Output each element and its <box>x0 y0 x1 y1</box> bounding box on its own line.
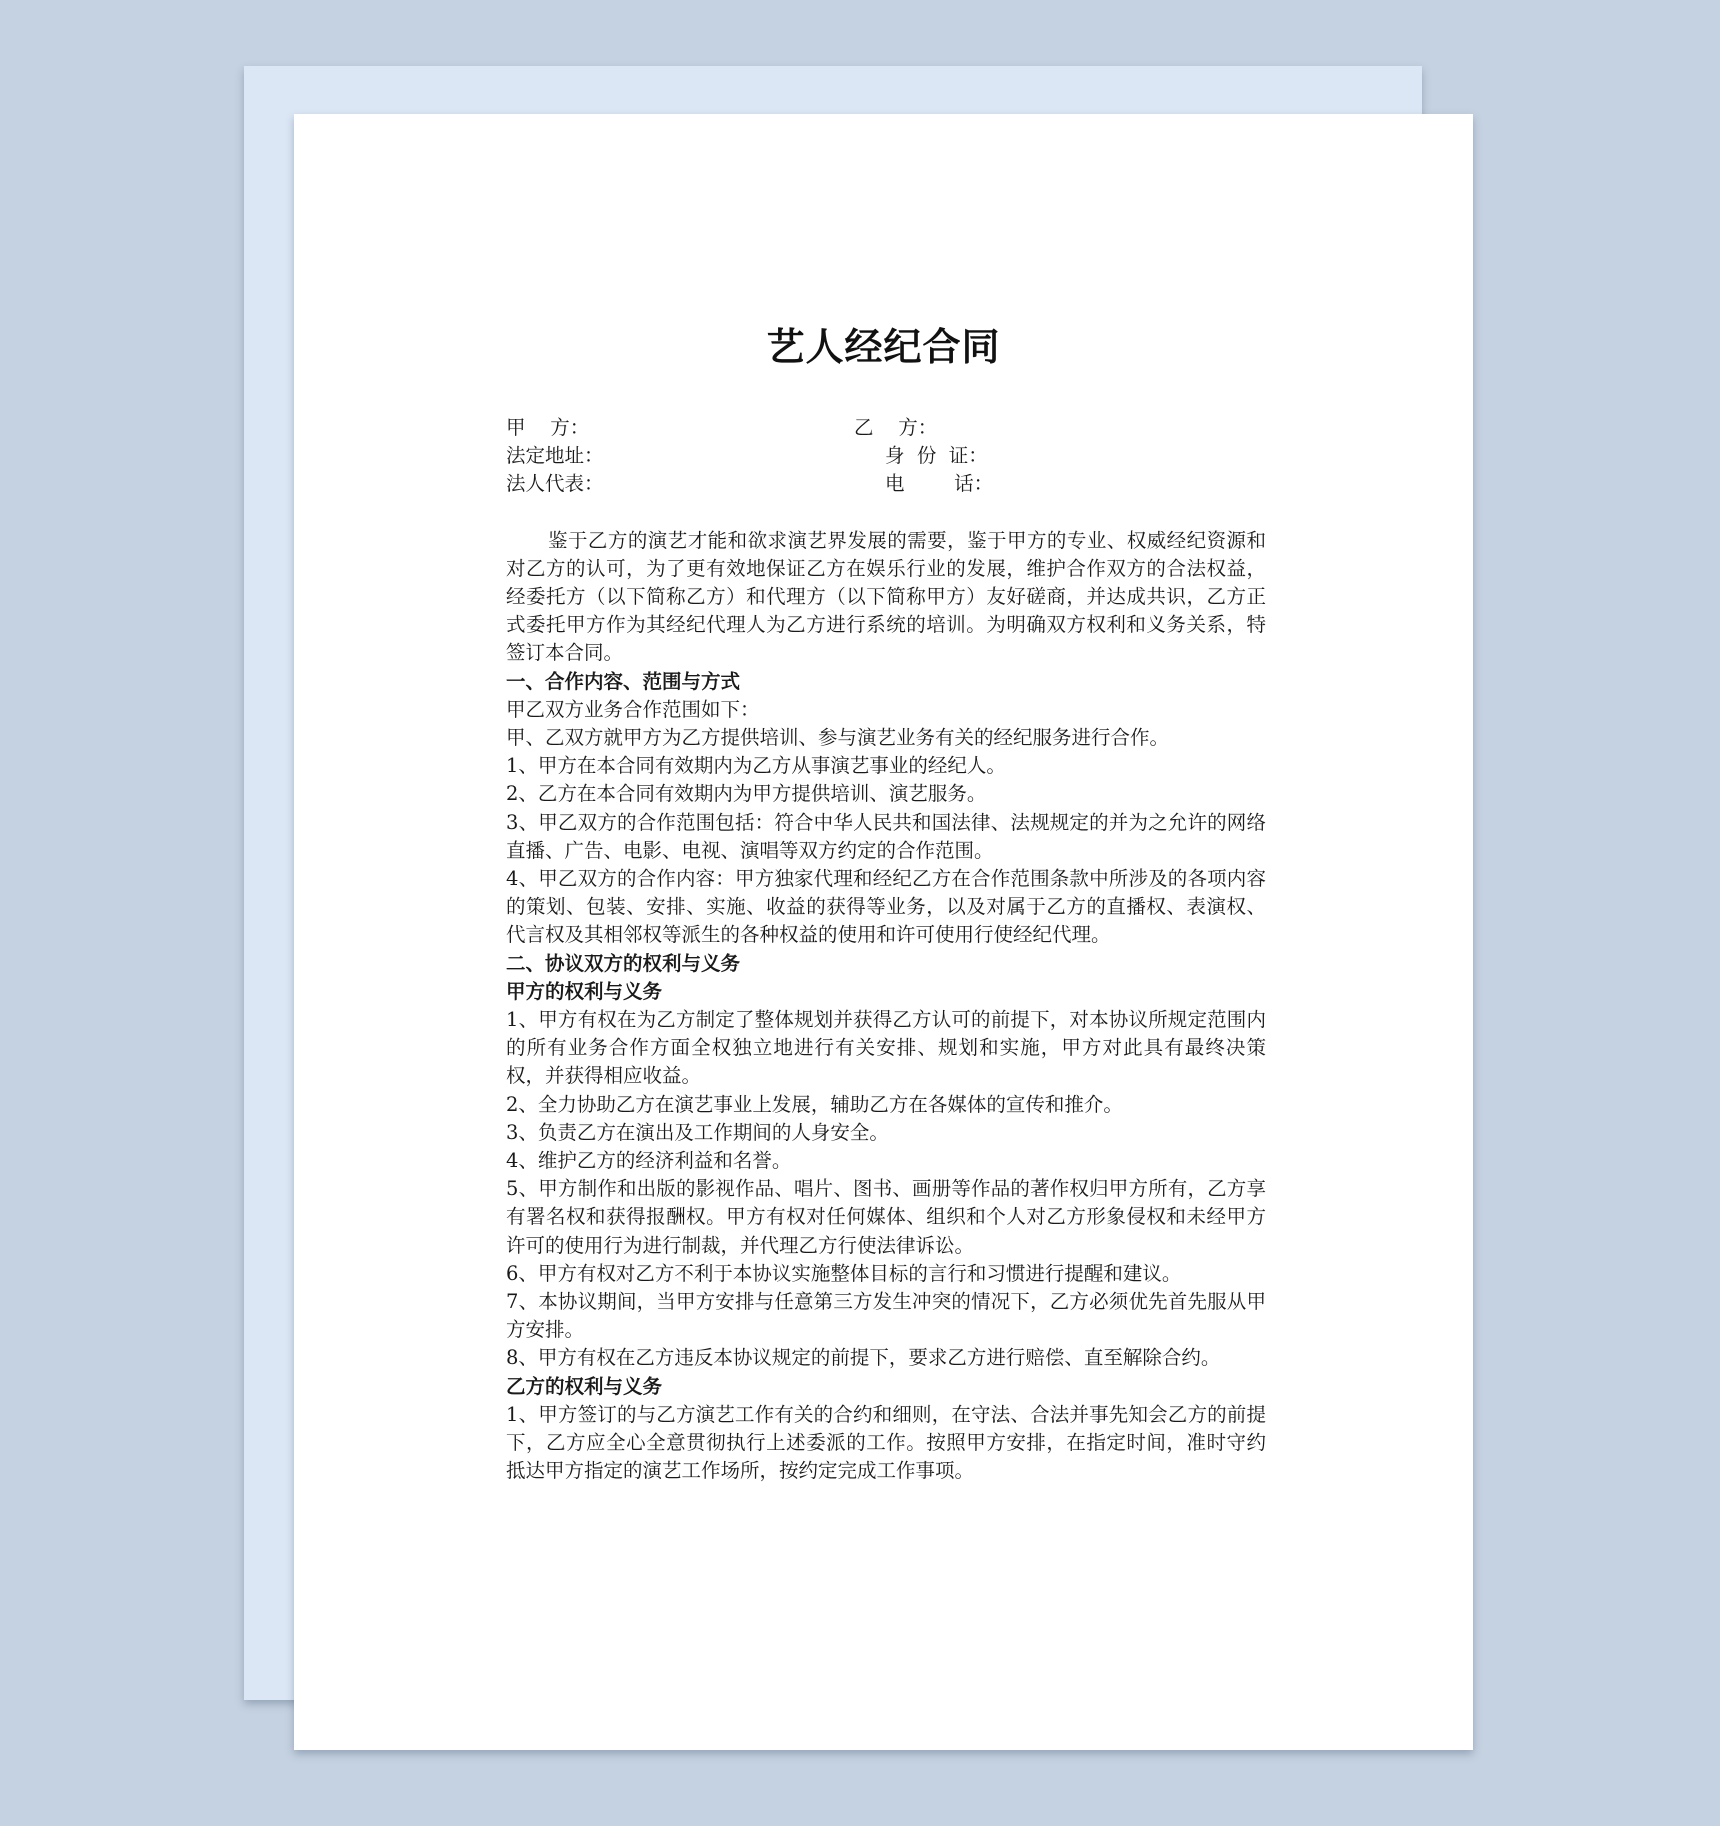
clause-line: 6、甲方有权对乙方不利于本协议实施整体目标的言行和习惯进行提醒和建议。 <box>506 1261 1182 1285</box>
clause-line: 1、甲方签订的与乙方演艺工作有关的合约和细则，在守法、合法并事先知会乙方的前提下，乙方应全心全意贯彻执行上述委派的工作。按照甲方安排，在指定时间，准时守约抵达甲方指定的演艺工作场所，按约定完成工作事项。 <box>506 1402 1266 1483</box>
clause-line: 4、维护乙方的经济利益和名誉。 <box>506 1149 792 1173</box>
clause-line: 2、全力协助乙方在演艺事业上发展，辅助乙方在各媒体的宣传和推介。 <box>506 1092 1123 1116</box>
clause-line: 8、甲方有权在乙方违反本协议规定的前提下，要求乙方进行赔偿、直至解除合约。 <box>506 1346 1221 1370</box>
id-card-label: 身 份 证： <box>854 444 988 468</box>
party-a-label: 甲 方： <box>506 416 590 439</box>
document-body <box>506 414 1266 1485</box>
clause-line: 甲乙双方业务合作范围如下： <box>506 697 760 721</box>
document-title: 艺人经纪合同 <box>766 325 1001 369</box>
subsection-heading: 乙方的权利与义务 <box>506 1374 663 1398</box>
clause-line: 3、负责乙方在演出及工作期间的人身安全。 <box>506 1120 889 1144</box>
party-row <box>506 470 1266 498</box>
clause-line: 1、甲方有权在为乙方制定了整体规划并获得乙方认可的前提下，对本协议所规定范围内的所有业务合作方面全权独立地进行有关安排、规划和实施，甲方对此具有最终决策权，并获得相应收益。 <box>506 1008 1266 1088</box>
intro-paragraph: 鉴于乙方的演艺才能和欲求演艺界发展的需要，鉴于甲方的专业、权威经纪资源和对乙方的认可，为了更有效地保证乙方在娱乐行业的发展，维护合作双方的合法权益，经委托方（以下简称乙方）和代理方（以下简称甲方）友好磋商，并达成共识，乙方正式委托甲方作为其经纪代理人为乙方进行系统的培训。为明确双方权利和义务关系，特签订本合同。 <box>506 528 1266 665</box>
party-b-label: 乙 方： <box>854 416 938 439</box>
clause-line: 3、甲乙双方的合作范围包括：符合中华人民共和国法律、法规规定的并为之允许的网络直播、广告、电影、电视、演唱等双方约定的合作范围。 <box>506 810 1266 862</box>
clause-line: 1、甲方在本合同有效期内为乙方从事演艺事业的经纪人。 <box>506 754 1006 778</box>
section-heading: 二、协议双方的权利与义务 <box>506 951 741 975</box>
phone-label: 电 话： <box>854 472 994 496</box>
spacer <box>506 499 1266 527</box>
clause-line: 5、甲方制作和出版的影视作品、唱片、图书、画册等作品的著作权归甲方所有，乙方享有署名权和获得报酬权。甲方有权对任何媒体、组织和个人对乙方形象侵权和未经甲方许可的使用行为进行制裁，并代理乙方行使法律诉讼。 <box>506 1177 1266 1257</box>
legal-address-label: 法定地址： <box>506 444 604 468</box>
clause-line: 甲、乙双方就甲方为乙方提供培训、参与演艺业务有关的经纪服务进行合作。 <box>506 725 1170 749</box>
clause-line: 4、甲乙双方的合作内容：甲方独家代理和经纪乙方在合作范围条款中所涉及的各项内容的策划、包装、安排、实施、收益的获得等业务，以及对属于乙方的直播权、表演权、代言权及其相邻权等派生的各种权益的使用和许可使用行使经纪代理。 <box>506 867 1266 947</box>
contract-page <box>294 114 1473 1750</box>
party-row <box>506 442 1266 470</box>
party-row <box>506 414 1266 442</box>
legal-rep-label: 法人代表： <box>506 472 604 496</box>
clause-line: 7、本协议期间，当甲方安排与任意第三方发生冲突的情况下，乙方必须优先首先服从甲方安排。 <box>506 1290 1266 1342</box>
clause-line: 2、乙方在本合同有效期内为甲方提供培训、演艺服务。 <box>506 782 987 806</box>
subsection-heading: 甲方的权利与义务 <box>506 979 663 1003</box>
section-heading: 一、合作内容、范围与方式 <box>506 669 741 693</box>
